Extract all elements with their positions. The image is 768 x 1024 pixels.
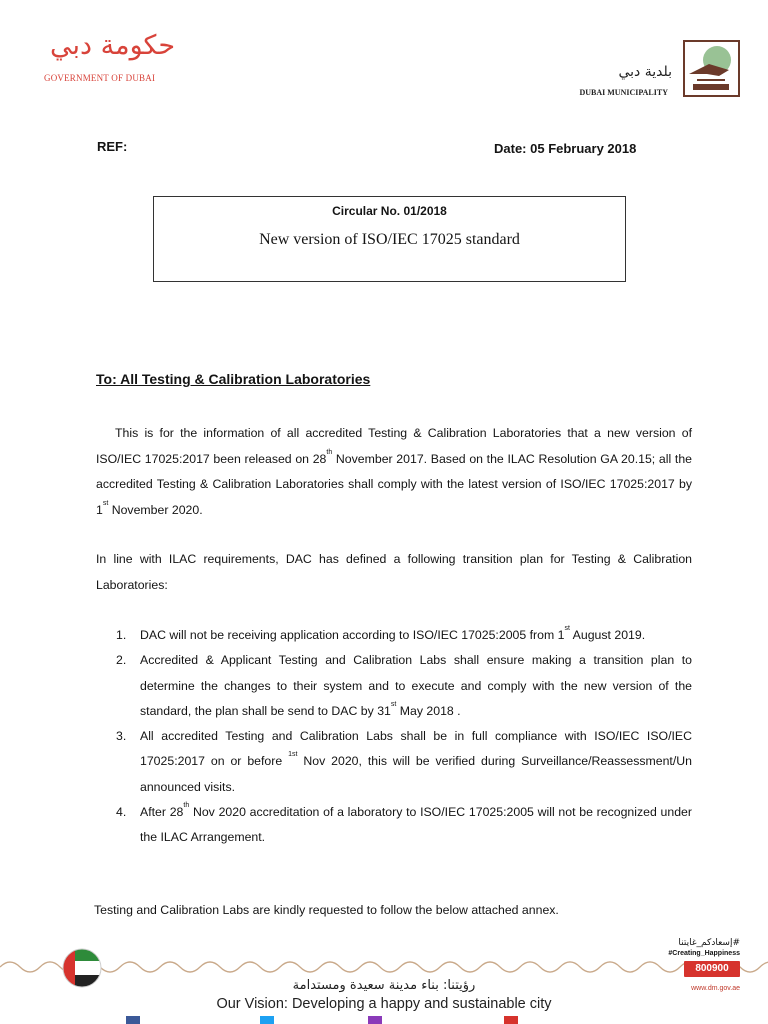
- facebook-icon: [126, 1016, 140, 1024]
- dm-arabic-wordmark: بلدية دبي: [618, 64, 672, 80]
- vision-english: Our Vision: Developing a happy and sustainable city: [216, 996, 552, 1012]
- dubai-municipality-logo: [565, 40, 740, 100]
- list-item: 4. After 28th Nov 2020 accreditation of a laboratory to ISO/IEC 17025:2005 will not be recognized under the ILAC Arrangement.: [116, 802, 692, 845]
- hotline-number: 800900: [684, 961, 740, 977]
- transition-plan-list: [116, 623, 692, 851]
- twitter-icon: [260, 1016, 274, 1024]
- closing-line: Testing and Calibration Labs are kindly requested to follow the below attached annex.: [94, 903, 559, 917]
- youtube-icon: [504, 1016, 518, 1024]
- vision-arabic: رؤيتنا: بناء مدينة سعيدة ومستدامة: [292, 978, 476, 993]
- recipient-heading: To: All Testing & Calibration Laboratories: [96, 371, 371, 387]
- website-link[interactable]: www.dm.gov.ae: [691, 985, 740, 992]
- dm-emblem-icon: [683, 40, 740, 97]
- gov-arabic-wordmark: حكومة دبي: [50, 30, 176, 61]
- document-date: Date: 05 February 2018: [494, 141, 637, 156]
- instagram-icon: [368, 1016, 382, 1024]
- circular-subject: New version of ISO/IEC 17025 standard: [259, 231, 520, 248]
- intro-paragraph: This is for the information of all accredited Testing & Calibration Laboratories that a new version of ISO/IEC 17025:2017 been released on 28th November 2017. Based on the ILAC Resolution GA 20.15; all the accredited Testing & Calibration Laboratories shall comply with the latest version of ISO/IEC 17025:2017 by 1st November 2020.: [96, 426, 692, 517]
- ref-label: REF:: [97, 139, 128, 154]
- circular-title-box: [153, 196, 626, 282]
- government-of-dubai-logo: [44, 30, 174, 90]
- happiness-arabic-tag: #إسعادكم_غايتنا: [678, 938, 740, 948]
- gov-latin-wordmark: GOVERNMENT OF DUBAI: [44, 73, 156, 83]
- list-item: 2. Accredited & Applicant Testing and Calibration Labs shall ensure making a transition plan to determine the changes to their system and to execute and comply with the new version of the standard, the plan shall be send to DAC by 31st May 2018 .: [116, 653, 692, 718]
- list-item: 3. All accredited Testing and Calibration Labs shall be in full compliance with ISO/IEC ISO/IEC 17025:2017 on or before $^{1st}$ Nov 2020, this will be verified during Surveillance/Reassessment/Un announced visits.: [116, 729, 692, 794]
- list-item: 1. DAC will not be receiving application according to ISO/IEC 17025:2005 from 1st August 2019.: [116, 625, 646, 642]
- circular-number: Circular No. 01/2018: [332, 204, 447, 218]
- dm-latin-wordmark: DUBAI MUNICIPALITY: [579, 88, 668, 97]
- social-media-icons: [126, 1016, 646, 1024]
- happiness-hashtag: #Creating_Happiness: [668, 950, 740, 957]
- transition-intro-paragraph: In line with ILAC requirements, DAC has defined a following transition plan for Testing & Calibration Laboratories:: [96, 552, 692, 592]
